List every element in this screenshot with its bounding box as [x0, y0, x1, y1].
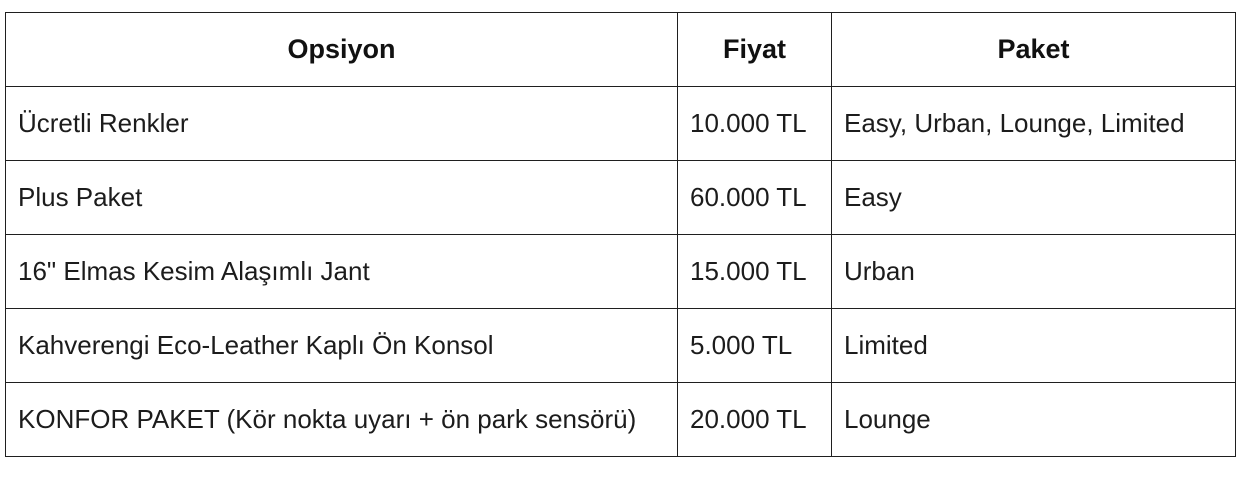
header-fiyat: Fiyat	[678, 13, 832, 87]
price-cell: 15.000 TL	[678, 235, 832, 309]
option-cell: KONFOR PAKET (Kör nokta uyarı + ön park sensörü)	[6, 383, 678, 457]
option-cell: Plus Paket	[6, 161, 678, 235]
option-cell: Ücretli Renkler	[6, 87, 678, 161]
package-cell: Lounge	[832, 383, 1236, 457]
table-row	[6, 383, 1236, 457]
table-row	[6, 309, 1236, 383]
table-row	[6, 235, 1236, 309]
table-row	[6, 87, 1236, 161]
package-cell: Urban	[832, 235, 1236, 309]
table-header-row	[6, 13, 1236, 87]
price-cell: 10.000 TL	[678, 87, 832, 161]
package-cell: Easy	[832, 161, 1236, 235]
table-row	[6, 161, 1236, 235]
price-cell: 20.000 TL	[678, 383, 832, 457]
price-cell: 5.000 TL	[678, 309, 832, 383]
package-cell: Easy, Urban, Lounge, Limited	[832, 87, 1236, 161]
options-price-table	[5, 12, 1236, 457]
header-opsiyon: Opsiyon	[6, 13, 678, 87]
header-paket: Paket	[832, 13, 1236, 87]
package-cell: Limited	[832, 309, 1236, 383]
option-cell: Kahverengi Eco-Leather Kaplı Ön Konsol	[6, 309, 678, 383]
price-cell: 60.000 TL	[678, 161, 832, 235]
option-cell: 16" Elmas Kesim Alaşımlı Jant	[6, 235, 678, 309]
